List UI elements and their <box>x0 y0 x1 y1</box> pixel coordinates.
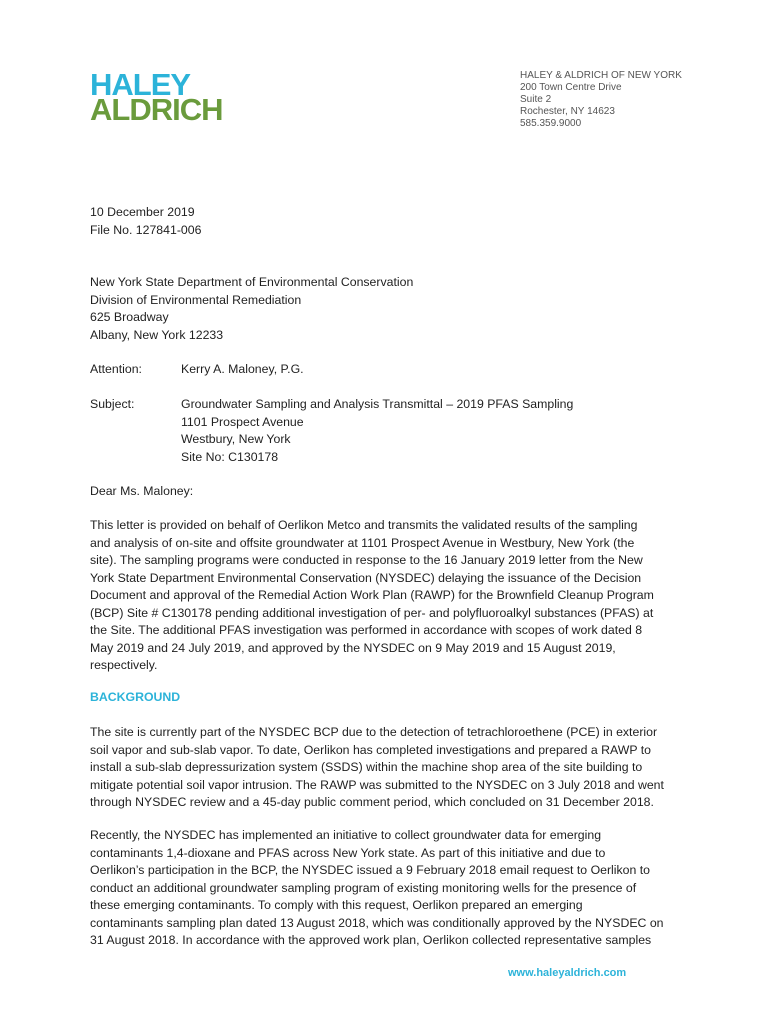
address-line: Suite 2 <box>520 94 552 105</box>
address-line: 200 Town Centre Drive <box>520 82 622 93</box>
paragraph-line: Document and approval of the Remedial Action Work Plan (RAWP) for the Brownfield Cleanup Program <box>90 588 654 602</box>
paragraph-recent <box>90 827 690 950</box>
attention-value: Kerry A. Maloney, P.G. <box>181 362 304 376</box>
paragraph-line: 31 August 2018. In accordance with the approved work plan, Oerlikon collected representative samples <box>90 933 652 947</box>
subject-line: 1101 Prospect Avenue <box>181 414 304 429</box>
file-number: File No. 127841-006 <box>90 222 202 237</box>
paragraph-line: conduct an additional groundwater sampling program of existing monitoring wells for the presence of <box>90 880 637 895</box>
salutation-text: Dear Ms. Maloney: <box>90 484 194 498</box>
paragraph-line: May 2019 and 24 July 2019, and approved by the NYSDEC on 9 May 2019 and 15 August 2019, <box>90 640 616 655</box>
address-line: HALEY & ALDRICH OF NEW YORK <box>520 70 682 81</box>
date-block <box>90 204 690 239</box>
letter-date: 10 December 2019 <box>90 205 195 219</box>
recipient-line: 625 Broadway <box>90 310 169 324</box>
subject-line: Site No: C130178 <box>181 449 279 464</box>
paragraph-line: site). The sampling programs were conducted in response to the 16 January 2019 letter from the New <box>90 553 643 567</box>
paragraph-line: Oerlikon’s participation in the BCP, the NYSDEC issued a 9 February 2018 email request to Oerlikon to <box>90 863 651 877</box>
address-line: 585.359.9000 <box>520 118 582 129</box>
paragraph-line: Recently, the NYSDEC has implemented an initiative to collect groundwater data for emerging <box>90 828 602 842</box>
paragraph-background <box>90 724 690 812</box>
recipient-line: New York State Department of Environmental Conservation <box>90 275 414 289</box>
paragraph-line: these emerging contaminants. To comply with this request, Oerlikon prepared an emerging <box>90 898 583 912</box>
subject-line: Westbury, New York <box>181 432 291 446</box>
company-address <box>520 70 750 130</box>
paragraph-line: mitigate potential soil vapor intrusion. The RAWP was submitted to the NYSDEC on 3 July 2018 and went <box>90 777 664 792</box>
paragraph-line: York State Department Environmental Conservation (NYSDEC) delaying the issuance of the Decision <box>90 570 642 585</box>
attention-label: Attention: <box>90 362 142 376</box>
paragraph-line: This letter is provided on behalf of Oerlikon Metco and transmits the validated results of the sampling <box>90 518 638 532</box>
paragraph-line: the Site. The additional PFAS investigation was performed in accordance with scopes of work dated 8 <box>90 623 643 637</box>
paragraph-line: through NYSDEC review and a 45-day public comment period, which concluded on 31 December 2018. <box>90 795 654 809</box>
website-link[interactable]: www.haleyaldrich.com <box>508 967 627 979</box>
paragraph-line: soil vapor and sub-slab vapor. To date, Oerlikon has completed investigations and prepared a RAWP to <box>90 742 651 757</box>
paragraph-line: and analysis of on-site and offsite groundwater at 1101 Prospect Avenue in Westbury, New York (the <box>90 535 635 550</box>
logo-line-1: HALEY <box>90 67 191 102</box>
section-heading-background: BACKGROUND <box>90 690 181 704</box>
paragraph-line: contaminants 1,4-dioxane and PFAS across New York state. As part of this initiative and due to <box>90 845 606 860</box>
salutation <box>90 483 690 501</box>
address-line: Rochester, NY 14623 <box>520 106 615 117</box>
company-logo <box>90 67 270 127</box>
paragraph-line: (BCP) Site # C130178 pending additional investigation of per- and polyfluoroalkyl substances (PFAS) at <box>90 605 654 620</box>
recipient-line: Division of Environmental Remediation <box>90 292 302 307</box>
subject-label: Subject: <box>90 397 135 411</box>
recipient-address <box>90 274 690 344</box>
logo-line-2: ALDRICH <box>90 92 223 127</box>
recipient-line: Albany, New York 12233 <box>90 327 224 342</box>
paragraph-intro <box>90 517 690 675</box>
paragraph-line: contaminants sampling plan dated 13 August 2018, which was conditionally approved by the NYSDEC on <box>90 915 664 930</box>
paragraph-line: respectively. <box>90 658 158 672</box>
subject-line: Groundwater Sampling and Analysis Transmittal – 2019 PFAS Sampling <box>181 397 574 411</box>
paragraph-line: install a sub-slab depressurization system (SSDS) within the machine shop area of the site building to <box>90 760 643 774</box>
paragraph-line: The site is currently part of the NYSDEC BCP due to the detection of tetrachloroethene (PCE) in exterior <box>90 725 658 739</box>
